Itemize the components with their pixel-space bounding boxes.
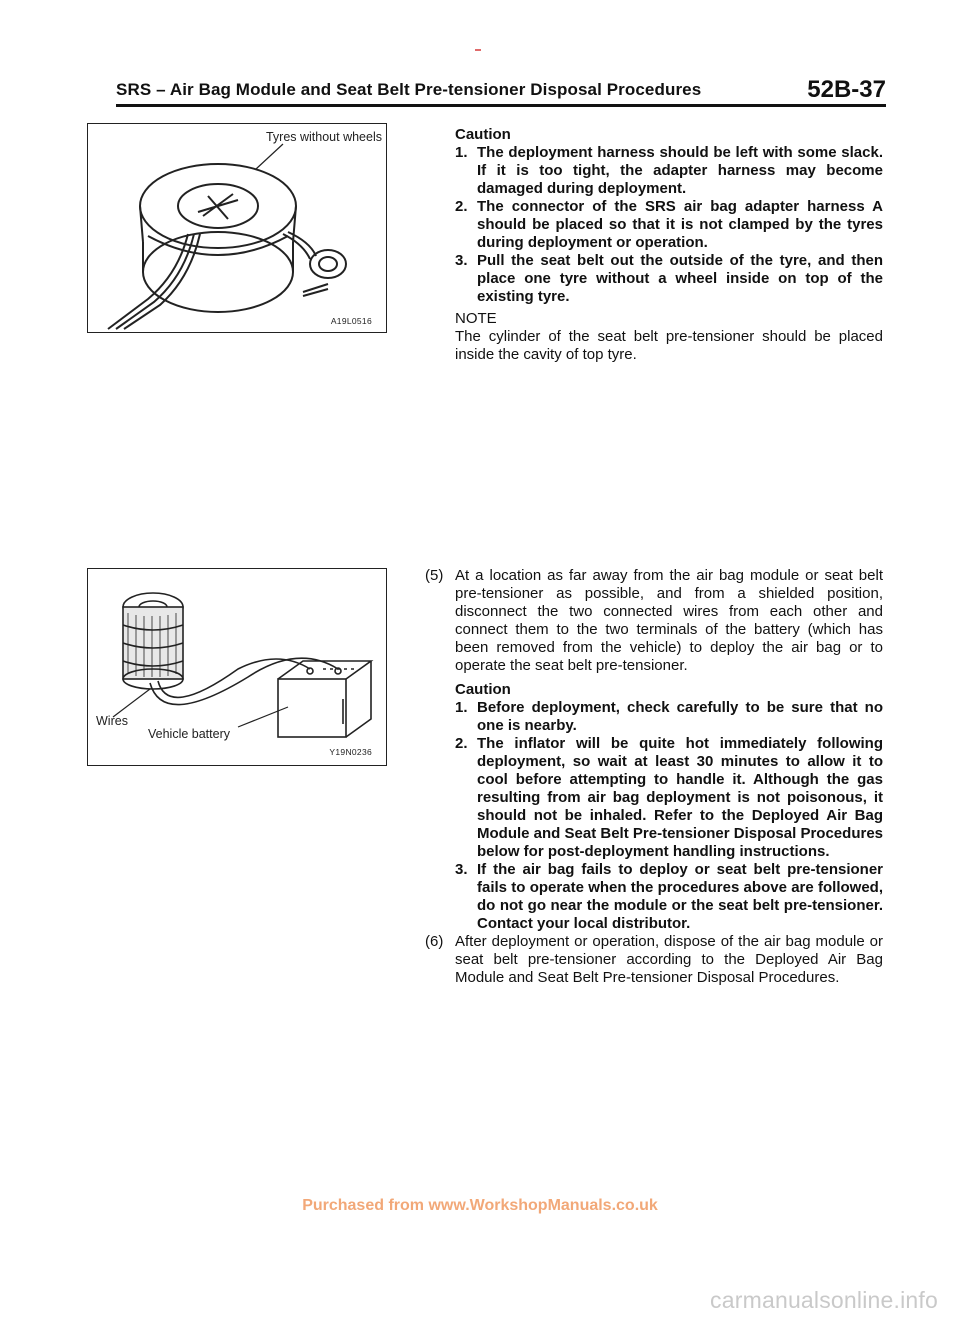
page-number: 52B-37	[807, 76, 886, 103]
list-text: The connector of the SRS air bag adapter harness A should be placed so that it is not clamped by the tyres during deployment or operation.	[477, 198, 883, 251]
list-number: 1.	[455, 699, 468, 716]
step-text: After deployment or operation, dispose of the air bag module or seat belt pre-tensioner according to the Deployed Air Bag Module and Seat Belt Pre-tensioner Disposal Procedures.	[455, 933, 883, 986]
battery-illustration	[88, 569, 386, 765]
list-number: 2.	[455, 198, 468, 215]
figure-code: Y19N0236	[329, 747, 372, 757]
list-text: The inflator will be quite hot immediately following deployment, so wait at least 30 minutes to allow it to cool before attempting to handle it. Although the gas resulting from air bag deployment is not poisonous, it should not be inhaled. Refer to the Deployed Air Bag Module and Seat Belt Pre-tensioner Disposal Procedures below for post-deployment handling instructions.	[477, 735, 883, 860]
decorative-mark	[475, 49, 481, 51]
caution-title: Caution	[455, 126, 511, 143]
list-text: If the air bag fails to deploy or seat belt pre-tensioner fails to operate when the procedures above are followed, do not go near the module or the seat belt pre-tensioner. Contact your local distributor.	[477, 861, 883, 932]
purchase-footer: Purchased from www.WorkshopManuals.co.uk	[302, 1197, 658, 1214]
step-text: At a location as far away from the air bag module or seat belt pre-tensioner as possible, and from a shielded position, disconnect the two connected wires from each other and connect them to the two terminals of the battery (which has been removed from the vehicle) to deploy the air bag or to operate the seat belt pre-tensioner.	[455, 567, 883, 674]
list-item	[455, 252, 883, 306]
tyres-illustration	[88, 124, 386, 332]
list-item	[455, 144, 883, 198]
caution-list	[455, 699, 883, 933]
note-text: The cylinder of the seat belt pre-tensioner should be placed inside the cavity of top tyre.	[455, 328, 883, 363]
page-header	[116, 76, 886, 106]
figure-code: A19L0516	[330, 316, 372, 326]
step-number: (5)	[425, 567, 444, 584]
list-item	[455, 699, 883, 735]
watermark: carmanualsonline.info	[710, 1287, 938, 1313]
figure-label-battery: Vehicle battery	[148, 727, 230, 741]
section-deployment	[425, 567, 883, 987]
section-caution-tyres	[455, 126, 883, 364]
list-item	[455, 735, 883, 861]
list-text: Before deployment, check carefully to be sure that no one is nearby.	[477, 699, 883, 734]
list-item	[455, 861, 883, 933]
caution-title: Caution	[455, 681, 511, 698]
list-text: Pull the seat belt out the outside of the tyre, and then place one tyre without a wheel inside on top of the existing tyre.	[477, 252, 883, 305]
note-title: NOTE	[455, 310, 497, 327]
step-number: (6)	[425, 933, 444, 950]
tyres-figure	[87, 123, 387, 333]
figure-label-wires: Wires	[96, 714, 128, 728]
step-6	[425, 933, 883, 987]
list-number: 2.	[455, 735, 468, 752]
page-title: SRS – Air Bag Module and Seat Belt Pre-tensioner Disposal Procedures	[116, 80, 702, 99]
caution-list	[455, 144, 883, 306]
list-item	[455, 198, 883, 252]
header-rule	[116, 104, 886, 107]
list-number: 3.	[455, 252, 468, 269]
caution-block	[425, 681, 883, 933]
list-number: 1.	[455, 144, 468, 161]
battery-figure	[87, 568, 387, 766]
list-text: The deployment harness should be left with some slack. If it is too tight, the adapter harness may become damaged during deployment.	[477, 144, 883, 197]
list-number: 3.	[455, 861, 468, 878]
figure-label-tyres: Tyres without wheels	[265, 130, 382, 144]
step-5	[425, 567, 883, 675]
